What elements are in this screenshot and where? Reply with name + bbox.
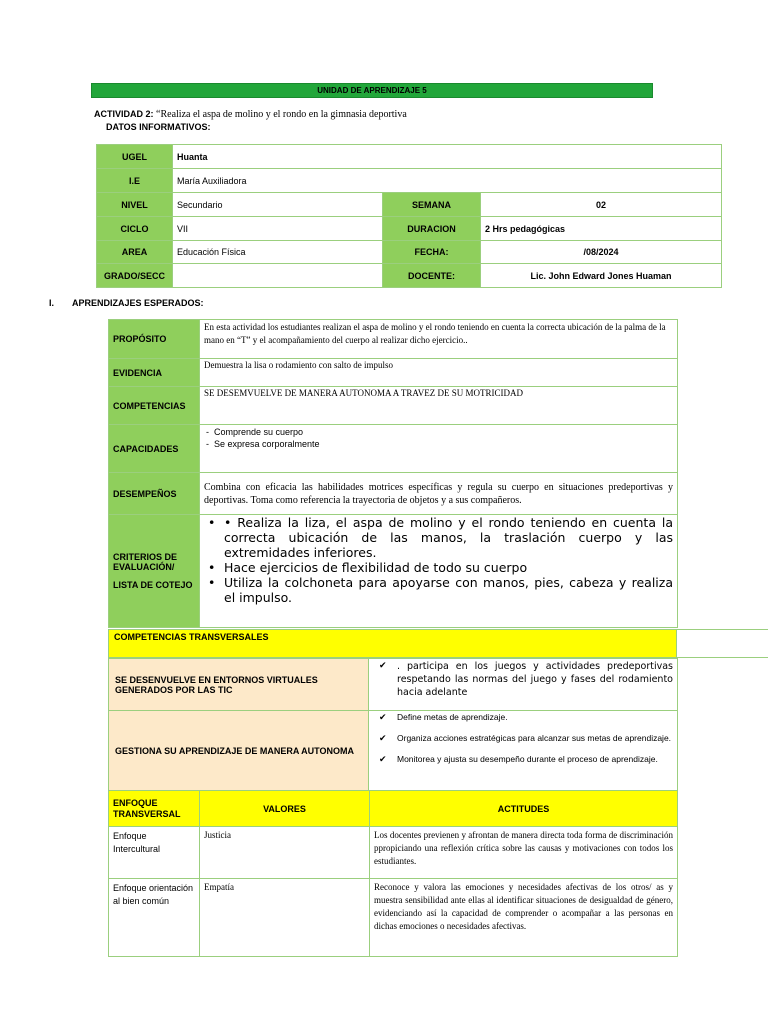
grado-label: GRADO/SECC: [97, 264, 173, 288]
evidencia-label: EVIDENCIA: [109, 359, 200, 387]
grado-value: [173, 264, 383, 288]
actitudes-col-header: ACTITUDES: [370, 791, 678, 827]
ugel-label: UGEL: [97, 145, 173, 169]
valor-name: Justicia: [200, 827, 370, 879]
activity-text: “Realiza el aspa de molino y el rondo en la gimnasia deportiva: [156, 109, 407, 120]
desempenos-text: Combina con eficacia las habilidades motrices específicas y regula su cuerpo en situaciones predeportivas y deportivas. Toma como referencia la trayectoria de objetos y a sus compañeros.: [200, 473, 678, 515]
valores-col-header: VALORES: [200, 791, 370, 827]
enfoque-name: Enfoque Intercultural: [109, 827, 200, 879]
transversales-table: [108, 658, 678, 791]
capacidad-item: - Comprende su cuerpo: [204, 426, 673, 438]
proposito-text: En esta actividad los estudiantes realizan el aspa de molino y el rondo teniendo en cuenta la correcta ubicación de la palma de la mano en “T” y el acompañamiento del cuerpo al realizar dicho ejercicio..: [200, 320, 678, 359]
competencias-text: SE DESEMVUELVE DE MANERA AUTONOMA A TRAVEZ DE SU MOTRICIDAD: [200, 387, 678, 425]
semana-value: 02: [481, 193, 722, 217]
proposito-label: PROPÓSITO: [109, 320, 200, 359]
nivel-label: NIVEL: [97, 193, 173, 217]
desempenos-label: DESEMPEÑOS: [109, 473, 200, 515]
capacidad-item: - Se expresa corporalmente: [204, 438, 673, 450]
criterio-item: • Hace ejercicios de flexibilidad de todo su cuerpo: [204, 560, 673, 575]
autonoma-item: ✔ Define metas de aprendizaje.: [373, 712, 673, 723]
criterio-item: • Utiliza la colchoneta para apoyarse con manos, pies, cabeza y realiza el impulso.: [204, 575, 673, 605]
ie-label: I.E: [97, 169, 173, 193]
area-value: Educación Física: [173, 241, 383, 264]
autonoma-label: GESTIONA SU APRENDIZAJE DE MANERA AUTONOMA: [109, 711, 369, 791]
fecha-label: FECHA:: [383, 241, 481, 264]
enfoque-col-header: ENFOQUE TRANSVERSAL: [109, 791, 200, 827]
activity-label: ACTIVIDAD 2:: [94, 109, 154, 119]
enfoque-table: [108, 790, 678, 957]
fecha-value: /08/2024: [481, 241, 722, 264]
docente-value: Lic. John Edward Jones Huaman: [481, 264, 722, 288]
capacidades-cell: [200, 425, 678, 473]
duracion-value: 2 Hrs pedagógicas: [481, 217, 722, 241]
criterio-item: • • Realiza la liza, el aspa de molino y el rondo teniendo en cuenta la correcta ubicación de las manos, la traslación cuerpo y las extremidades inferiores.: [204, 515, 673, 560]
ciclo-value: VII: [173, 217, 383, 241]
criterios-cell: [200, 515, 678, 628]
nivel-value: Secundario: [173, 193, 383, 217]
competencias-label: COMPETENCIAS: [109, 387, 200, 425]
enfoque-name: Enfoque orientación al bien común: [109, 879, 200, 957]
duracion-label: DURACION: [383, 217, 481, 241]
aprendizajes-table: [108, 319, 678, 628]
area-label: AREA: [97, 241, 173, 264]
transversales-extension-line: [677, 629, 768, 658]
capacidades-label: CAPACIDADES: [109, 425, 200, 473]
actitud-text: Reconoce y valora las emociones y necesidades afectivas de los otros/ as y muestra sensibilidad ante ellas al identificar situaciones de desigualdad de género, evidenciando así la capacidad de comprender o acompañar a las personas en dichas emociones o necesidades afectivas.: [370, 879, 678, 957]
lista-cotejo-label: LISTA DE COTEJO: [113, 580, 193, 590]
evidencia-text: Demuestra la lisa o rodamiento con salto de impulso: [200, 359, 678, 387]
actitud-text: Los docentes previenen y afrontan de manera directa toda forma de discriminación ppropiciando una reflexión crítica sobre las causas y motivaciones con todos los estudiantes.: [370, 827, 678, 879]
tic-label: SE DESENVUELVE EN ENTORNOS VIRTUALES GENERADOS POR LAS TIC: [109, 659, 369, 711]
datos-table: [96, 144, 722, 288]
section-number: I.: [49, 298, 55, 308]
ugel-value: Huanta: [173, 145, 722, 169]
transversales-header: COMPETENCIAS TRANSVERSALES: [108, 629, 677, 658]
semana-label: SEMANA: [383, 193, 481, 217]
datos-label: DATOS INFORMATIVOS:: [106, 122, 211, 132]
autonoma-cell: [369, 711, 678, 791]
autonoma-item: ✔ Monitorea y ajusta su desempeño durante el proceso de aprendizaje.: [373, 754, 673, 765]
criterios-label: CRITERIOS DE EVALUACIÓN/: [113, 552, 178, 572]
ie-value: María Auxiliadora: [173, 169, 722, 193]
tic-item: ✔ . participa en los juegos y actividades predeportivas respetando las normas del juego y fases del rodamiento hacia adelante: [373, 660, 673, 699]
docente-label: DOCENTE:: [383, 264, 481, 288]
autonoma-item: ✔ Organiza acciones estratégicas para alcanzar sus metas de aprendizaje.: [373, 733, 673, 744]
activity-line: [94, 109, 694, 120]
section-title: APRENDIZAJES ESPERADOS:: [72, 298, 204, 308]
criterios-label-cell: [109, 515, 200, 628]
ciclo-label: CICLO: [97, 217, 173, 241]
tic-cell: [369, 659, 678, 711]
valor-name: Empatía: [200, 879, 370, 957]
unit-title: UNIDAD DE APRENDIZAJE 5: [91, 83, 653, 98]
